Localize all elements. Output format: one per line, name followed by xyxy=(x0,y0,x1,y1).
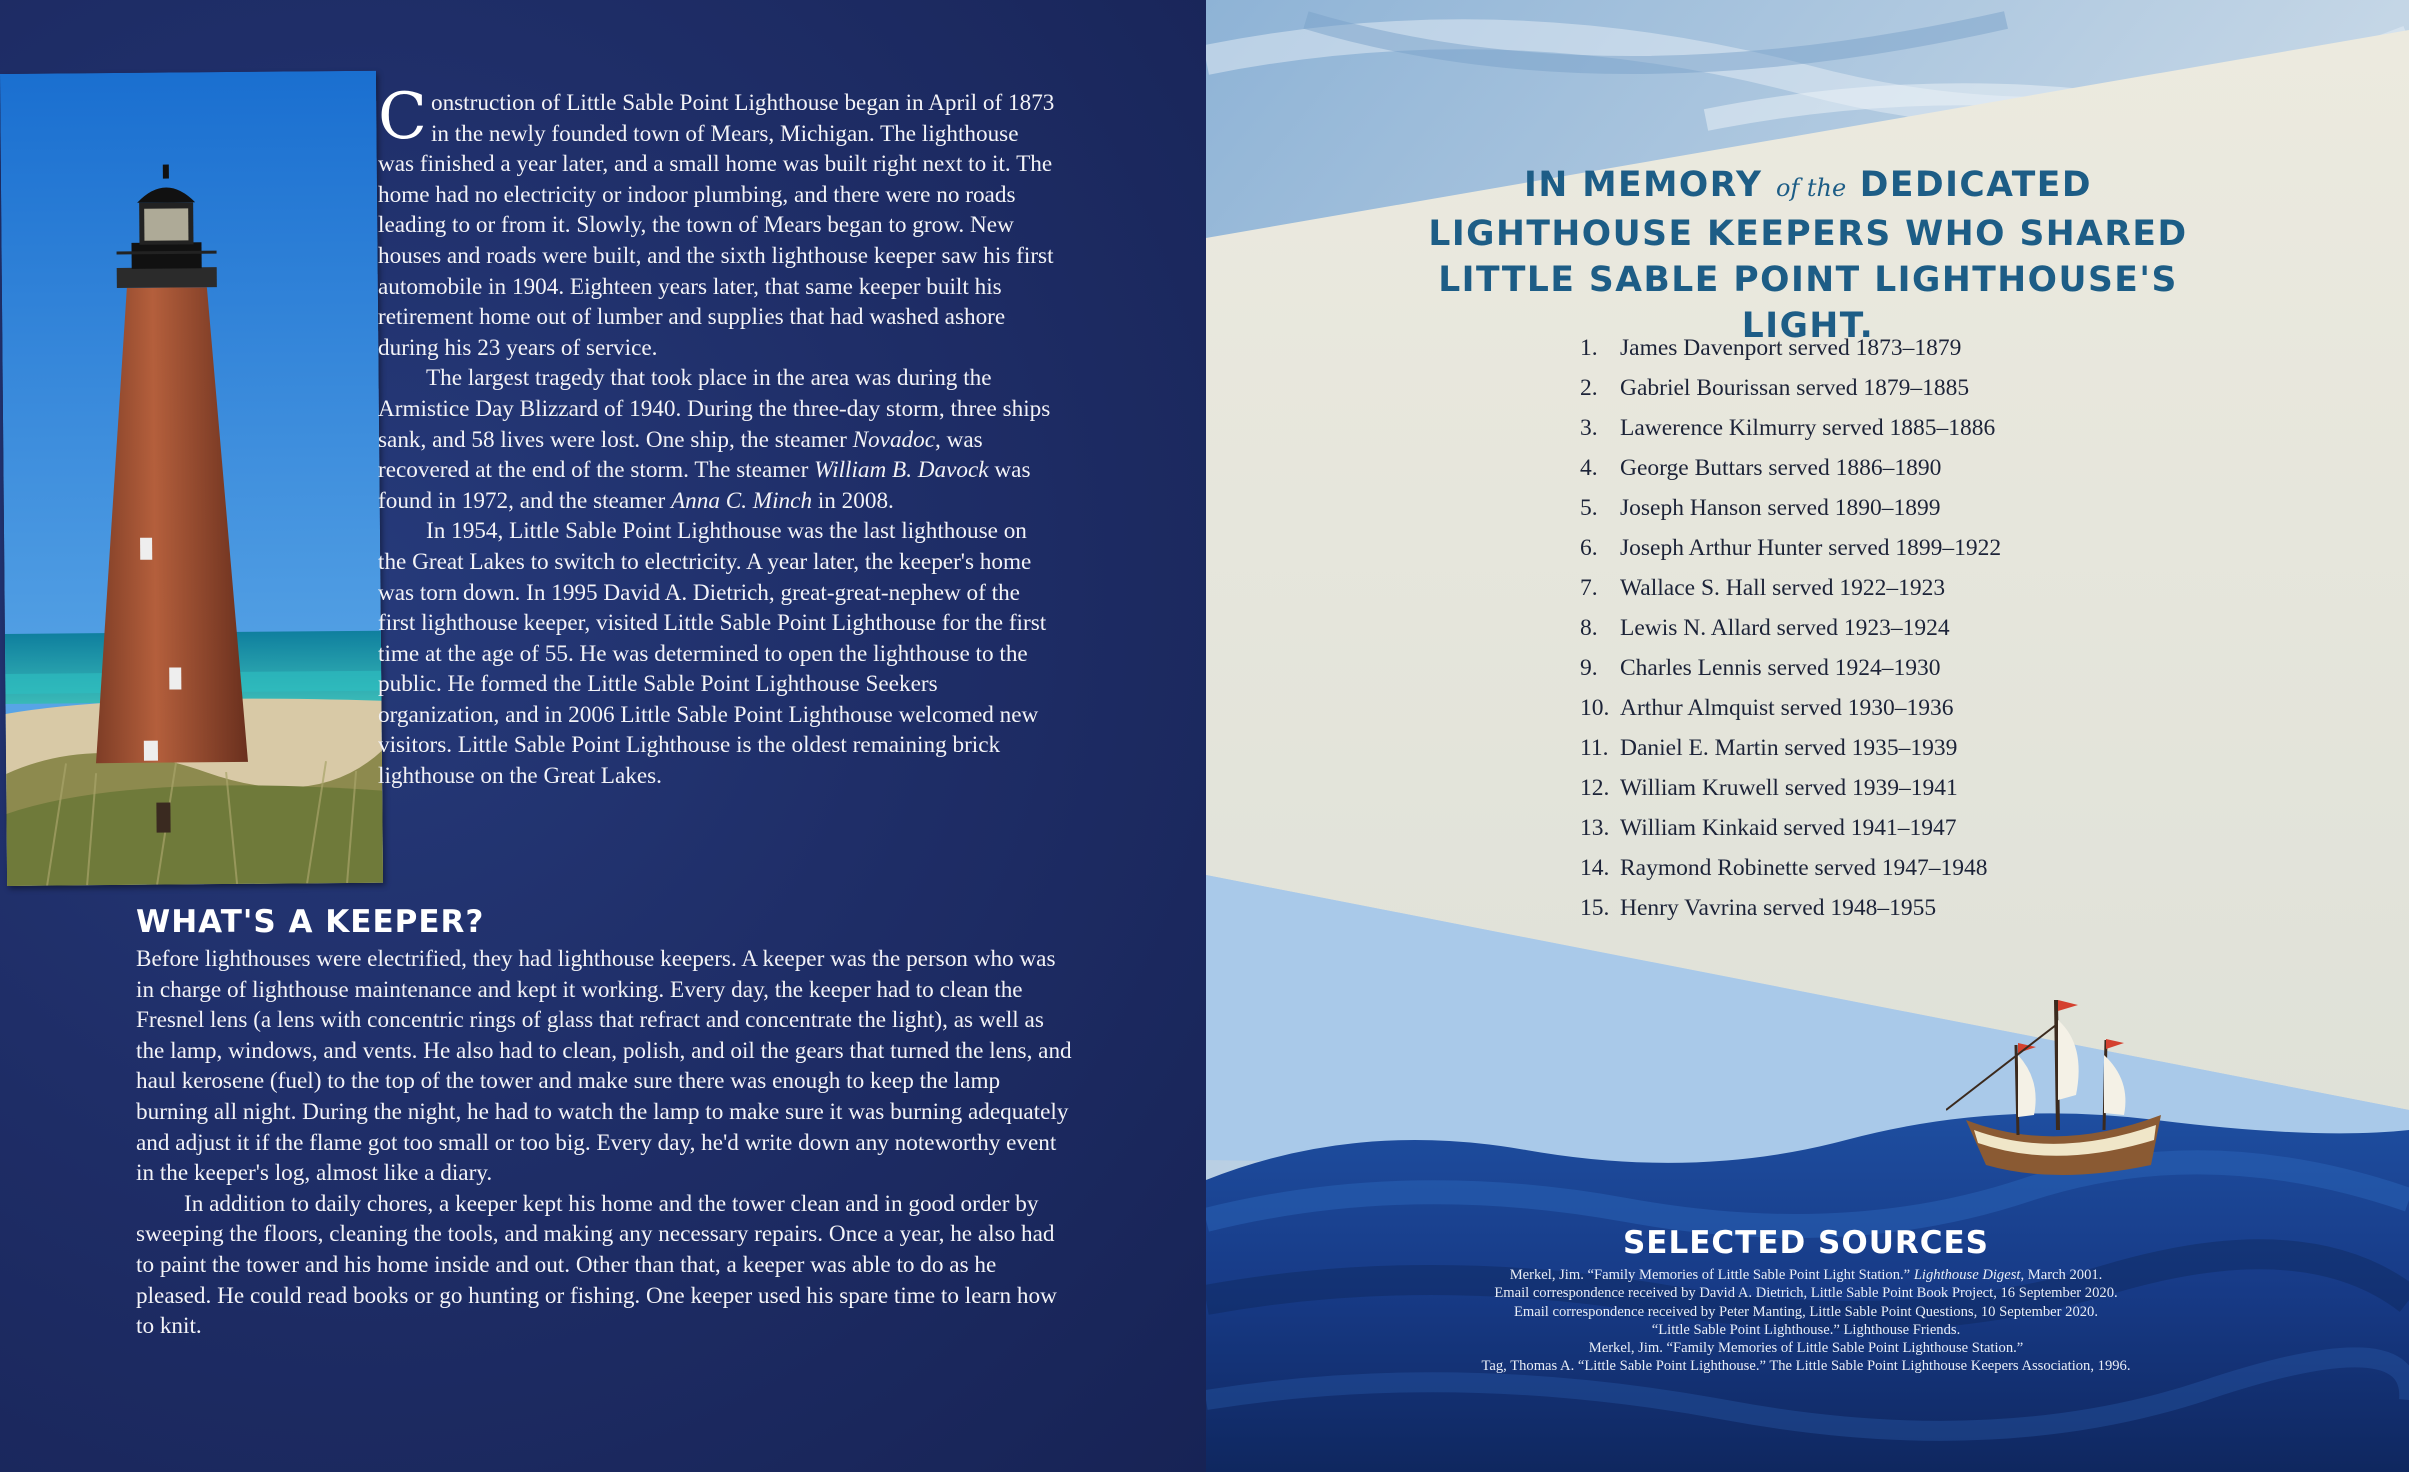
memory-title-line-2: LIGHTHOUSE KEEPERS WHO SHARED xyxy=(1428,214,2188,254)
keeper-item xyxy=(1580,648,2001,688)
keeper-number: 8. xyxy=(1580,615,1598,641)
keeper-item xyxy=(1580,328,2001,368)
keeper-number: 14. xyxy=(1580,855,1610,881)
source-item: Tag, Thomas A. “Little Sable Point Lighthouse.” The Little Sable Point Lighthouse Keepers Association, 1996. xyxy=(1481,1358,2131,1375)
intro-paragraph-3: In 1954, Little Sable Point Lighthouse was the last lighthouse on the Great Lakes to switch to electricity. A year later, the keeper's home was torn down. In 1995 David A. Dietrich, great-great-nephew of the first lighthouse keeper, visited Little Sable Point Lighthouse for the first time at the age of 55. He was determined to open the lighthouse to the public. He formed the Little Sable Point Lighthouse Seekers organization, and in 2006 Little Sable Point Lighthouse welcomed new visitors. Little Sable Point Lighthouse is the oldest remaining brick lighthouse on the Great Lakes. xyxy=(378,518,1047,790)
keeper-number: 15. xyxy=(1580,895,1610,921)
intro-text xyxy=(378,80,1058,792)
keeper-text: Gabriel Bourissan served 1879–1885 xyxy=(1620,375,1970,401)
keeper-item xyxy=(1580,608,2001,648)
keeper-item xyxy=(1580,528,2001,568)
keeper-text: William Kinkaid served 1941–1947 xyxy=(1620,815,1957,841)
keeper-number: 3. xyxy=(1580,415,1598,441)
keeper-number: 5. xyxy=(1580,495,1598,521)
sources-heading: SELECTED SOURCES xyxy=(1622,1225,1989,1261)
keeper-number: 2. xyxy=(1580,375,1598,401)
keeper-number: 11. xyxy=(1580,735,1609,761)
keeper-number: 13. xyxy=(1580,815,1610,841)
source-item: Email correspondence received by Peter Manting, Little Sable Point Questions, 10 September 2020. xyxy=(1513,1303,2098,1320)
keeper-text xyxy=(136,944,1076,1342)
keeper-item xyxy=(1580,488,2001,528)
source-item: “Little Sable Point Lighthouse.” Lighthouse Friends. xyxy=(1651,1321,1961,1338)
keeper-number: 7. xyxy=(1580,575,1598,601)
keeper-item xyxy=(1580,768,2001,808)
keeper-text: Wallace S. Hall served 1922–1923 xyxy=(1620,575,1946,601)
keeper-text: Arthur Almquist served 1930–1936 xyxy=(1620,695,1954,721)
keeper-item xyxy=(1580,888,2001,928)
drop-cap: C xyxy=(378,80,427,154)
source-item: Merkel, Jim. “Family Memories of Little Sable Point Lighthouse Station.” xyxy=(1588,1340,2024,1357)
keeper-text: William Kruwell served 1939–1941 xyxy=(1620,775,1958,801)
keeper-number: 12. xyxy=(1580,775,1610,801)
memory-title-line-3: LITTLE SABLE POINT LIGHTHOUSE'S LIGHT. xyxy=(1438,260,2178,346)
keeper-number: 10. xyxy=(1580,695,1610,721)
keepers-list xyxy=(1580,328,2001,928)
source-item: Email correspondence received by David A. Dietrich, Little Sable Point Book Project, 16 September 2020. xyxy=(1494,1285,2118,1302)
lighthouse-photo xyxy=(0,71,383,886)
keeper-number: 6. xyxy=(1580,535,1598,561)
sources-list xyxy=(1306,1266,2306,1376)
memory-title xyxy=(1418,162,2198,349)
intro-paragraph-1: Construction of Little Sable Point Lighthouse began in April of 1873 in the newly founded town of Mears, Michigan. The lighthouse was finished a year later, and a small home was built right next to it. The home had no electricity or indoor plumbing, and there were no roads leading to or from it. Slowly, the town of Mears began to grow. New houses and roads were built, and the sixth lighthouse keeper saw his first automobile in 1904. Eighteen years later, that same keeper built his retirement home out of lumber and supplies that had washed ashore during his 23 years of service. xyxy=(378,80,1055,361)
keeper-item xyxy=(1580,408,2001,448)
keeper-text: James Davenport served 1873–1879 xyxy=(1620,335,1962,361)
keeper-paragraph-1: Before lighthouses were electrified, they had lighthouse keepers. A keeper was the person who was in charge of lighthouse maintenance and kept it working. Every day, the keeper had to clean the Fresnel lens (a lens with concentric rings of glass that refract and concentrate the light), as well as the lamp, windows, and vents. He also had to clean, polish, and oil the gears that turned the lens, and haul kerosene (fuel) to the top of the tower and make sure there was enough to keep the lamp burning all night. During the night, he had to watch the lamp to make sure it was burning adequately and adjust it if the flame got too small or too big. Every day, he'd write down any noteworthy event in the keeper's log, almost like a diary. xyxy=(136,946,1072,1187)
keeper-text: Lawerence Kilmurry served 1885–1886 xyxy=(1620,415,1996,441)
source-item: Merkel, Jim. “Family Memories of Little Sable Point Light Station.” Lighthouse Digest, March 2001. xyxy=(1509,1267,2103,1283)
keeper-heading: WHAT'S A KEEPER? xyxy=(136,904,485,940)
keeper-text: Lewis N. Allard served 1923–1924 xyxy=(1620,615,1950,641)
keeper-number: 4. xyxy=(1580,455,1598,481)
keeper-item xyxy=(1580,848,2001,888)
keeper-item xyxy=(1580,368,2001,408)
keeper-item xyxy=(1580,448,2001,488)
intro-paragraph-2: The largest tragedy that took place in the area was during the Armistice Day Blizzard of 1940. During the three-day storm, three ships sank, and 58 lives were lost. One ship, the steamer Novadoc, was recovered at the end of the storm. The steamer William B. Davock was found in 1972, and the steamer Anna C. Minch in 2008. xyxy=(378,365,1051,514)
keeper-paragraph-2: In addition to daily chores, a keeper kept his home and the tower clean and in good order by sweeping the floors, cleaning the tools, and making any necessary repairs. Once a year, he also had to paint the tower and his home inside and out. Other than that, a keeper was able to do as he pleased. He could read books or go hunting or fishing. One keeper used his spare time to learn how to knit. xyxy=(136,1190,1057,1340)
keeper-text: George Buttars served 1886–1890 xyxy=(1620,455,1942,481)
keeper-item xyxy=(1580,568,2001,608)
keeper-text: Joseph Arthur Hunter served 1899–1922 xyxy=(1620,535,2002,561)
keeper-text: Charles Lennis served 1924–1930 xyxy=(1620,655,1941,681)
memory-title-line-1: IN MEMORY of the DEDICATED xyxy=(1523,165,2092,205)
keeper-text: Raymond Robinette served 1947–1948 xyxy=(1620,855,1988,881)
keeper-text: Henry Vavrina served 1948–1955 xyxy=(1620,895,1937,921)
keeper-number: 9. xyxy=(1580,655,1598,681)
keeper-item xyxy=(1580,728,2001,768)
keeper-text: Joseph Hanson served 1890–1899 xyxy=(1620,495,1941,521)
keeper-number: 1. xyxy=(1580,335,1598,361)
keeper-item xyxy=(1580,808,2001,848)
keeper-text: Daniel E. Martin served 1935–1939 xyxy=(1620,735,1958,761)
keeper-item xyxy=(1580,688,2001,728)
